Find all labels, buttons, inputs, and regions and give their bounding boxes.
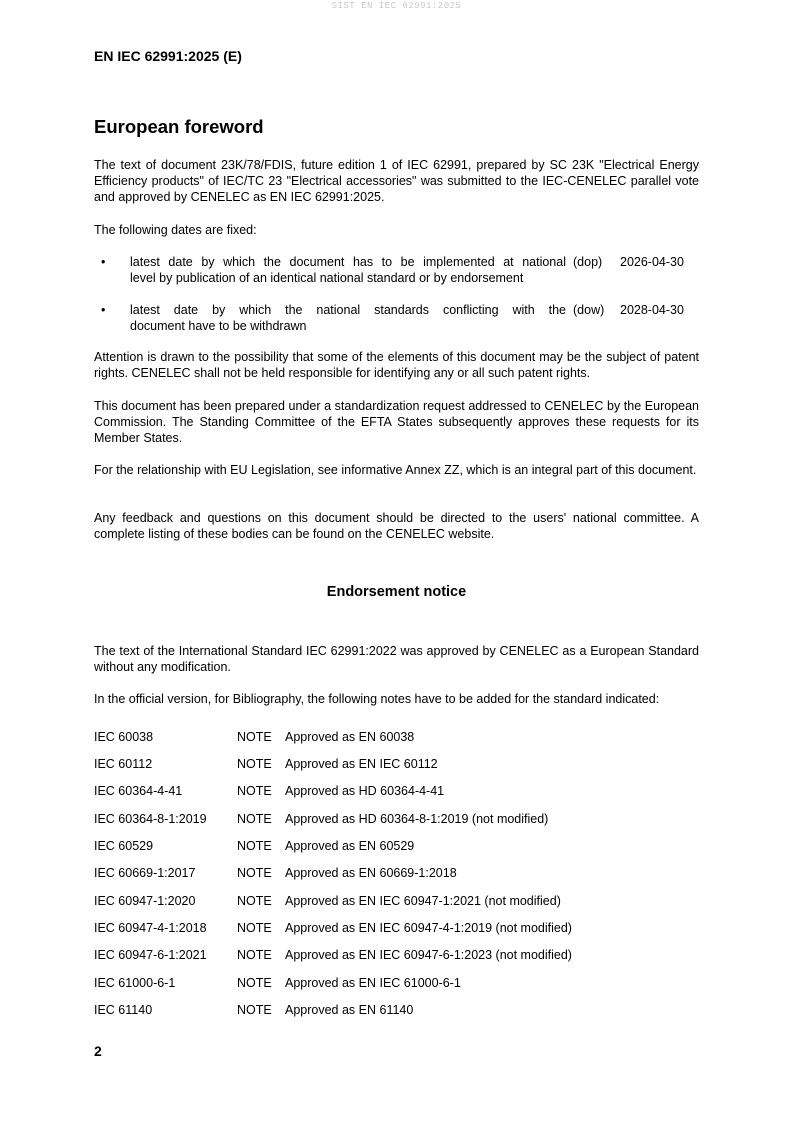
date-value: 2028-04-30	[620, 303, 684, 317]
eu-legislation-notice: For the relationship with EU Legislation, see informative Annex ZZ, which is an integral part of this document.	[94, 463, 697, 477]
note-text: Approved as EN IEC 60947-6-1:2023 (not modified)	[285, 948, 572, 962]
standard-reference: IEC 60038	[94, 730, 154, 744]
endorsement-text: The text of the International Standard IEC 62991:2022 was approved by CENELEC as a European Standard without any modification.	[94, 644, 699, 674]
note-label: NOTE	[237, 839, 272, 853]
date-description-cont: level by publication of an identical national standard or by endorsement	[130, 271, 524, 285]
note-row	[94, 1002, 699, 1018]
note-label: NOTE	[237, 976, 272, 990]
note-text: Approved as EN IEC 61000-6-1	[285, 976, 461, 990]
standard-reference: IEC 60364-8-1:2019	[94, 812, 207, 826]
date-abbreviation: (dow)	[573, 303, 605, 317]
mandate-notice: This document has been prepared under a standardization request addressed to CENELEC by the European Commission. The Standing Committee of the EFTA States subsequently approves these requests for its Member States.	[94, 399, 699, 445]
date-description: latest date by which the document has to be implemented at national	[130, 255, 566, 269]
note-label: NOTE	[237, 784, 272, 798]
date-abbreviation: (dop)	[573, 255, 603, 269]
standard-reference: IEC 60947-4-1:2018	[94, 921, 207, 935]
endorsement-title: Endorsement notice	[326, 584, 467, 600]
note-text: Approved as HD 60364-4-41	[285, 784, 445, 798]
date-description: latest date by which the national standards conflicting with the	[130, 303, 566, 317]
note-text: Approved as EN 60038	[285, 730, 415, 744]
foreword-intro: The text of document 23K/78/FDIS, future edition 1 of IEC 62991, prepared by SC 23K "Electrical Energy Efficiency products" of IEC/TC 23 "Electrical accessories" was submitted to the IEC-CENELEC parallel vote and approved by CENELEC as EN IEC 62991:2025.	[94, 158, 699, 204]
note-row	[94, 975, 699, 991]
dates-intro: The following dates are fixed:	[94, 223, 257, 237]
standard-reference: IEC 60364-4-41	[94, 784, 183, 798]
feedback-notice: Any feedback and questions on this document should be directed to the users' national committee. A complete listing of these bodies can be found on the CENELEC website.	[94, 511, 699, 541]
standard-reference: IEC 61000-6-1	[94, 976, 176, 990]
bullet: •	[101, 255, 106, 269]
note-label: NOTE	[237, 1003, 272, 1017]
note-text: Approved as EN 61140	[285, 1003, 414, 1017]
note-text: Approved as EN 60529	[285, 839, 415, 853]
date-description-cont: document have to be withdrawn	[130, 319, 307, 333]
note-label: NOTE	[237, 921, 272, 935]
note-text: Approved as EN IEC 60112	[285, 757, 438, 771]
note-text: Approved as EN IEC 60947-4-1:2019 (not modified)	[285, 921, 572, 935]
note-label: NOTE	[237, 866, 272, 880]
patent-notice: Attention is drawn to the possibility that some of the elements of this document may be the subject of patent rights. CENELEC shall not be held responsible for identifying any or all such patent rights.	[94, 350, 699, 380]
note-text: Approved as HD 60364-8-1:2019 (not modified)	[285, 812, 549, 826]
note-label: NOTE	[237, 757, 272, 771]
note-row	[94, 783, 699, 799]
standard-reference: IEC 60112	[94, 757, 153, 771]
standard-reference: IEC 60669-1:2017	[94, 866, 196, 880]
note-row	[94, 920, 699, 936]
note-row	[94, 729, 699, 745]
note-label: NOTE	[237, 948, 272, 962]
note-text: Approved as EN 60669-1:2018	[285, 866, 457, 880]
note-row	[94, 865, 699, 881]
note-row	[94, 947, 699, 963]
date-value: 2026-04-30	[620, 255, 684, 269]
note-text: Approved as EN IEC 60947-1:2021 (not modified)	[285, 894, 561, 908]
bibliography-intro: In the official version, for Bibliography, the following notes have to be added for the standard indicated:	[94, 692, 660, 706]
watermark: SIST EN IEC 62991:2025	[331, 1, 462, 11]
document-identifier: EN IEC 62991:2025 (E)	[94, 48, 242, 64]
note-row	[94, 893, 699, 909]
note-row	[94, 838, 699, 854]
foreword-title: European foreword	[94, 116, 264, 137]
standard-reference: IEC 61140	[94, 1003, 153, 1017]
standard-reference: IEC 60947-1:2020	[94, 894, 196, 908]
note-label: NOTE	[237, 730, 272, 744]
standard-reference: IEC 60529	[94, 839, 154, 853]
page-number: 2	[94, 1043, 102, 1059]
standard-reference: IEC 60947-6-1:2021	[94, 948, 207, 962]
bullet: •	[101, 303, 106, 317]
note-row	[94, 811, 699, 827]
note-row	[94, 756, 699, 772]
note-label: NOTE	[237, 812, 272, 826]
note-label: NOTE	[237, 894, 272, 908]
